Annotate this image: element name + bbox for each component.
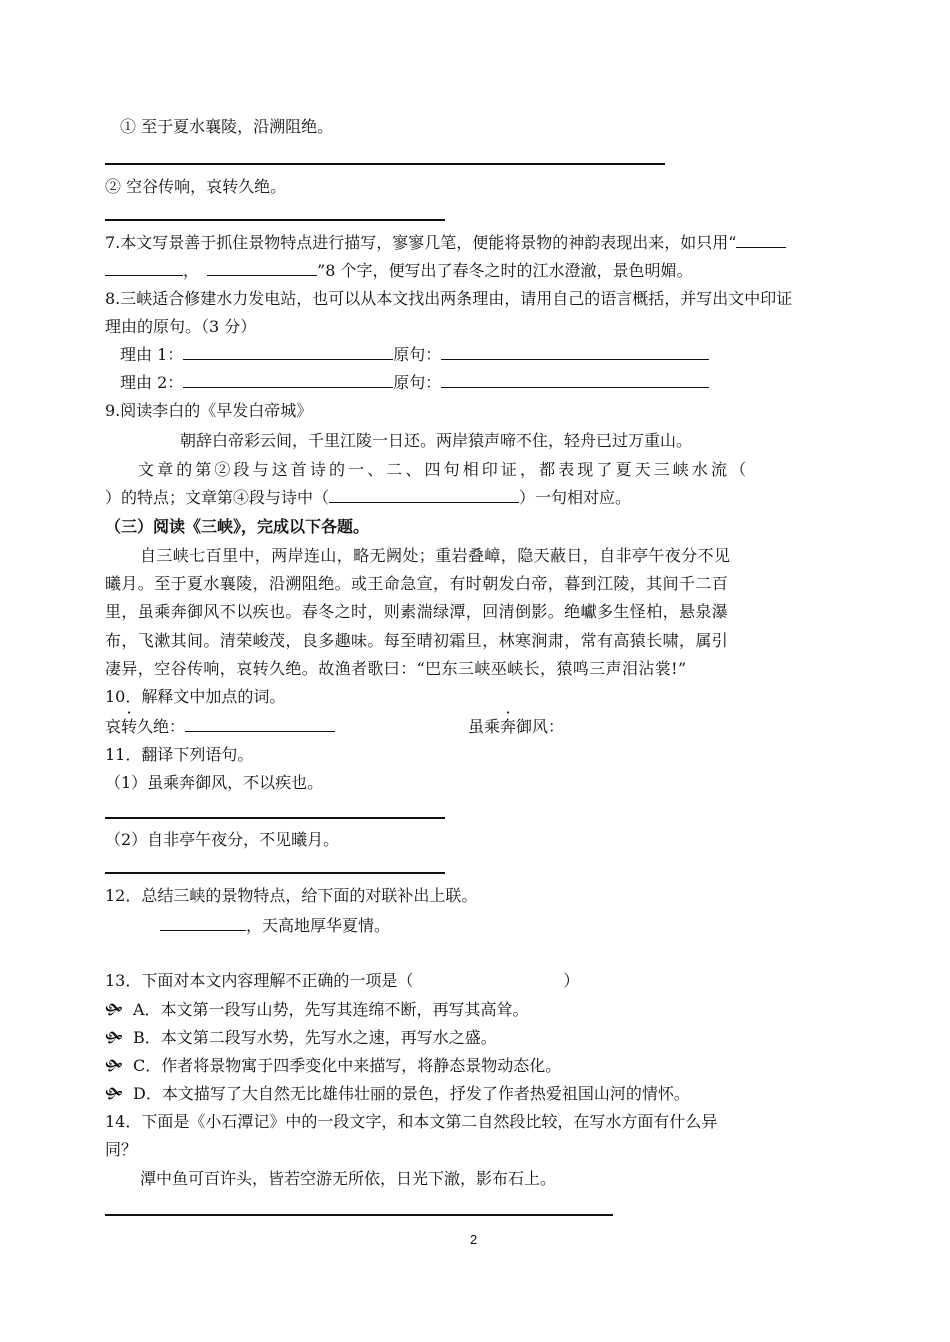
q9-line-4 (105, 487, 631, 509)
q13-option-a[interactable] (105, 999, 529, 1021)
leaf-bullet-icon: 🙟 (105, 1000, 123, 1019)
q7-separator: ， (183, 261, 200, 280)
passage-line-3: 里，虽乘奔御风不以疾也。春冬之时，则素湍绿潭，回清倒影。绝巘多生怪柏，悬泉瀑 (105, 602, 729, 621)
q9-blank[interactable] (329, 488, 519, 503)
q14-line-2: 同？ (105, 1140, 138, 1159)
option-text: B．本文第二段写水势，先写水之速，再写水之盛。 (133, 1028, 497, 1047)
item-2: ② 空谷传响，哀转久绝。 (105, 177, 287, 196)
q7-text-end: ”8 个字，便写出了春冬之时的江水澄澈，景色明媚。 (317, 261, 693, 280)
item-1: ① 至于夏水襄陵，沿溯阻绝。 (120, 117, 334, 136)
q14-line-1: 14．下面是《小石潭记》中的一段文字，和本文第二自然段比较，在写水方面有什么异 (105, 1112, 718, 1131)
answer-line (105, 1214, 613, 1216)
original-label: 原句： (393, 345, 442, 364)
word-part: 久绝： (137, 717, 186, 736)
q8-line-2: 理由的原句。（3 分） (105, 317, 257, 336)
leaf-bullet-icon: 🙟 (105, 1028, 123, 1047)
q7-blank-1-cont[interactable] (105, 261, 183, 276)
q8-line-1: 8.三峡适合修建水力发电站，也可以从本文找出两条理由，请用自己的语言概括，并写出文中印证 (105, 289, 793, 308)
passage-line-2: 曦月。至于夏水襄陵，沿溯阻绝。或王命急宣，有时朝发白帝，暮到江陵，其间千二百 (105, 574, 729, 593)
section-heading: （三）阅读《三峡》，完成以下各题。 (105, 517, 370, 536)
answer-line (105, 817, 445, 819)
q11-title: 11．翻译下列语句。 (105, 745, 254, 764)
q11-sentence-2: （2）自非亭午夜分，不见曦月。 (105, 830, 340, 849)
word-part: 虽乘 (468, 717, 501, 736)
q13-text: 13．下面对本文内容理解不正确的一项是（ (105, 971, 414, 990)
q7-blank-2[interactable] (207, 261, 317, 276)
q12-blank[interactable] (160, 916, 246, 931)
leaf-bullet-icon: 🙟 (105, 1056, 123, 1075)
answer-line (105, 872, 445, 874)
q14-quote: 潭中鱼可百许头，皆若空游无所依，日光下澈，影布石上。 (140, 1169, 557, 1188)
page-number: 2 (470, 1232, 478, 1247)
original-label: 原句： (393, 373, 442, 392)
q8-reason-2-row (120, 372, 709, 394)
q13-option-b[interactable] (105, 1027, 497, 1049)
q11-sentence-1: （1）虽乘奔御风，不以疾也。 (105, 773, 324, 792)
q12-title: 12．总结三峡的景物特点，给下面的对联补出上联。 (105, 886, 478, 905)
answer-line (105, 163, 665, 165)
passage-line-1: 自三峡七百里中，两岸连山，略无阙处；重岩叠嶂，隐天蔽日，自非亭午夜分不见 (140, 546, 731, 565)
q10-word-1 (105, 716, 335, 738)
original-1-blank[interactable] (441, 345, 709, 360)
option-text: C．作者将景物寓于四季变化中来描写，将静态景物动态化。 (133, 1056, 562, 1075)
q7-line-2 (105, 260, 692, 282)
option-text: A．本文第一段写山势，先写其连绵不断，再写其高耸。 (133, 1000, 529, 1019)
q8-reason-1-row (120, 344, 709, 366)
q12-tail: ，天高地厚华夏情。 (246, 916, 391, 935)
leaf-bullet-icon: 🙟 (105, 1084, 123, 1103)
q13-close: ） (563, 971, 580, 990)
passage-line-5: 凄异，空谷传响，哀转久绝。故渔者歌曰：“巴东三峡巫峡长，猿鸣三声泪沾裳!” (105, 659, 687, 678)
original-2-blank[interactable] (441, 373, 709, 388)
q10-blank-1[interactable] (185, 717, 335, 732)
passage-line-4: 布，飞漱其间。清荣峻茂，良多趣味。每至晴初霜旦，林寒涧肃，常有高猿长啸，属引 (105, 631, 729, 650)
reason-1-label: 理由 1： (120, 345, 184, 364)
word-part: 哀 (105, 717, 122, 736)
q9-title: 9.阅读李白的《早发白帝城》 (105, 401, 313, 420)
dotted-char: 奔 (500, 717, 517, 736)
q7-blank-1[interactable] (736, 233, 786, 248)
reason-1-blank[interactable] (183, 345, 393, 360)
q7-text: 7.本文写景善于抓住景物特点进行描写，寥寥几笔，便能将景物的神韵表现出来，如只用“ (105, 233, 737, 252)
dotted-char: 转 (121, 717, 138, 736)
answer-line (105, 219, 445, 221)
q9-text-b: ）一句相对应。 (519, 488, 632, 507)
q13-option-d[interactable] (105, 1083, 690, 1105)
q7-line-1 (105, 232, 786, 254)
q10-word-2 (468, 716, 564, 738)
word-part: 御风： (516, 717, 565, 736)
q9-line-3: 文章的第②段与这首诗的一、二、四句相印证，都表现了夏天三峡水流（ (138, 460, 750, 479)
q12-couplet (160, 915, 390, 937)
q13-title (105, 970, 579, 992)
reason-2-blank[interactable] (183, 373, 393, 388)
poem: 朝辞白帝彩云间，千里江陵一日还。两岸猿声啼不住，轻舟已过万重山。 (180, 431, 693, 450)
reason-2-label: 理由 2： (120, 373, 184, 392)
q10-title: 10．解释文中加点的词。 (105, 687, 286, 706)
q13-option-c[interactable] (105, 1055, 561, 1077)
option-text: D．本文描写了大自然无比雄伟壮丽的景色，抒发了作者热爱祖国山河的情怀。 (133, 1084, 690, 1103)
q9-text-a: ）的特点；文章第④段与诗中（ (105, 488, 330, 507)
